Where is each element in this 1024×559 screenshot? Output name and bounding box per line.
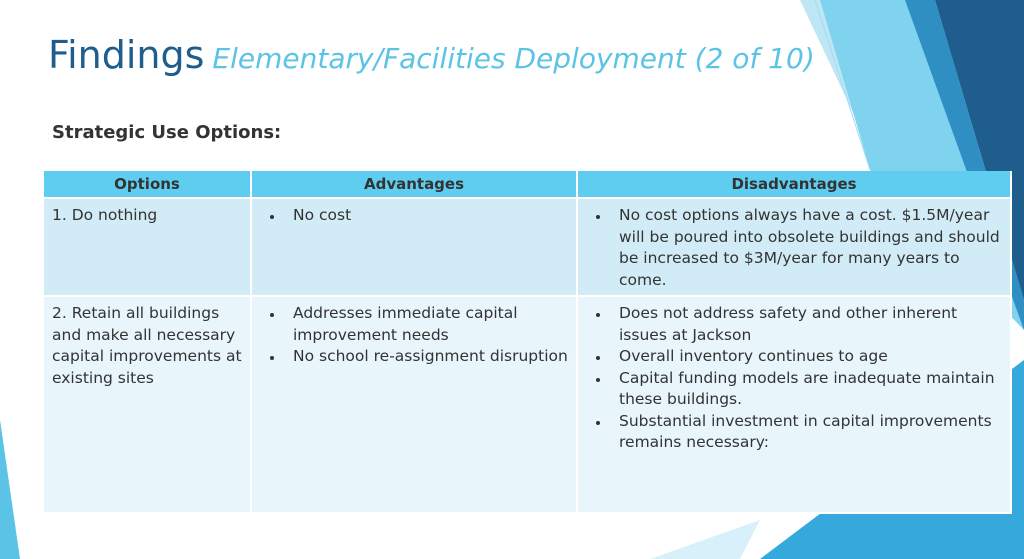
- list-item: • Substantial investment in capital improvements remains necessary:: [610, 411, 1002, 454]
- column-header-options: Options: [44, 171, 251, 198]
- option-cell: 1. Do nothing: [44, 198, 251, 296]
- list-item: • Addresses immediate capital improvement needs: [284, 303, 568, 346]
- list-item: • Does not address safety and other inherent issues at Jackson: [610, 303, 1002, 346]
- left-accent-shape: [0, 420, 20, 559]
- advantages-list: [260, 303, 568, 368]
- disadvantages-list: [586, 303, 1002, 454]
- advantages-list: [260, 205, 568, 227]
- advantages-cell: [251, 296, 577, 513]
- list-item: • No cost: [284, 205, 568, 227]
- disadvantages-list: [586, 205, 1002, 291]
- disadvantages-cell: [577, 296, 1011, 513]
- list-item: • Overall inventory continues to age: [610, 346, 1002, 368]
- disadvantages-cell: [577, 198, 1011, 296]
- title-main: Findings: [48, 33, 205, 77]
- list-item: • Capital funding models are inadequate maintain these buildings.: [610, 368, 1002, 411]
- column-header-disadvantages: Disadvantages: [577, 171, 1011, 198]
- options-table: [44, 171, 1012, 514]
- table-row: [44, 198, 1011, 296]
- bottom-right-light-facet: [650, 520, 760, 559]
- column-header-advantages: Advantages: [251, 171, 577, 198]
- title-subtitle: Elementary/Facilities Deployment (2 of 10): [212, 42, 815, 75]
- option-cell: 2. Retain all buildings and make all necessary capital improvements at existing sites: [44, 296, 251, 513]
- table-row: [44, 296, 1011, 513]
- slide-title: [48, 30, 815, 88]
- advantages-cell: [251, 198, 577, 296]
- section-heading: Strategic Use Options:: [52, 122, 282, 143]
- list-item: • No school re-assignment disruption: [284, 346, 568, 368]
- table-header-row: [44, 171, 1011, 198]
- list-item: • No cost options always have a cost. $1.5M/year will be poured into obsolete buildings and should be increased to $3M/year for many years to come.: [610, 205, 1002, 291]
